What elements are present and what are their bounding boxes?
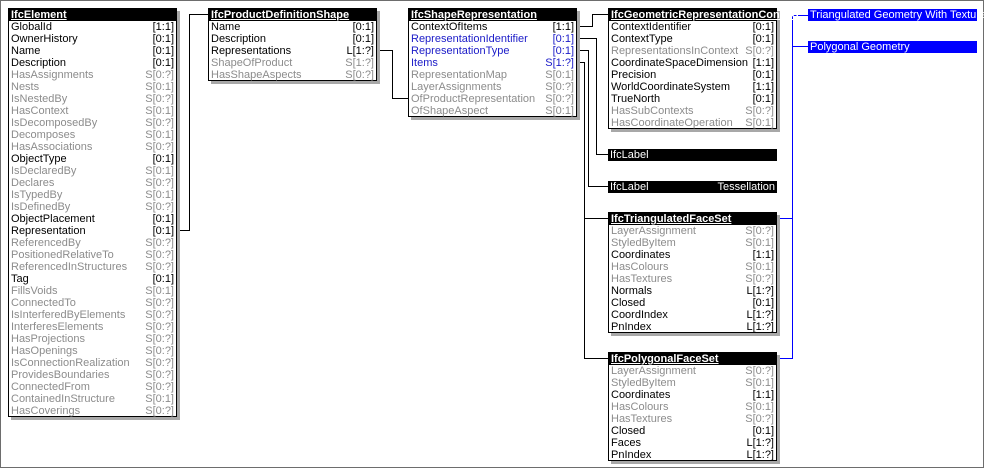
- attribute-cardinality: L[1:?]: [746, 285, 774, 297]
- attribute-name: ContextType: [611, 33, 673, 45]
- entity-ifc-triangulated-face-set[interactable]: [608, 212, 777, 333]
- attribute-row[interactable]: [609, 57, 776, 69]
- attribute-row[interactable]: [609, 297, 776, 309]
- attribute-row[interactable]: [609, 45, 776, 57]
- attribute-row[interactable]: [209, 57, 376, 69]
- type-value: Tessellation: [717, 181, 775, 193]
- attribute-row[interactable]: [609, 309, 776, 321]
- attribute-cardinality: S[0:1]: [145, 393, 174, 405]
- attribute-name: Description: [211, 33, 267, 45]
- attribute-name: WorldCoordinateSystem: [611, 81, 731, 93]
- attribute-cardinality: S[0:?]: [145, 357, 174, 369]
- attribute-name: Items: [411, 57, 438, 69]
- attribute-cardinality: S[0:1]: [545, 105, 574, 117]
- attribute-cardinality: S[0:1]: [145, 165, 174, 177]
- entity-title: IfcShapeRepresentation: [409, 9, 576, 21]
- attribute-name: OfProductRepresentation: [411, 93, 536, 105]
- attribute-row[interactable]: [609, 237, 776, 249]
- type-title: IfcLabel: [610, 149, 649, 161]
- attribute-row[interactable]: [9, 165, 176, 177]
- link-context-of-items: [577, 15, 609, 27]
- attribute-cardinality: S[0:1]: [745, 261, 774, 273]
- type-title: IfcLabel: [610, 181, 649, 193]
- entity-ifc-polygonal-face-set[interactable]: [608, 352, 777, 461]
- attribute-row[interactable]: [609, 249, 776, 261]
- attribute-row[interactable]: [9, 381, 176, 393]
- attribute-name: InterferesElements: [11, 321, 104, 333]
- attribute-cardinality: S[0:1]: [745, 377, 774, 389]
- attribute-cardinality: S[0:?]: [145, 177, 174, 189]
- attribute-cardinality: [1:1]: [752, 389, 774, 401]
- attribute-name: Name: [11, 45, 41, 57]
- concept-polygonal-geometry[interactable]: [808, 41, 977, 53]
- link-representations: [377, 51, 409, 99]
- attribute-name: StyledByItem: [611, 237, 676, 249]
- attribute-row[interactable]: [409, 93, 576, 105]
- attribute-row[interactable]: [9, 21, 176, 33]
- attribute-name: Representation: [11, 225, 86, 237]
- entity-title: IfcProductDefinitionShape: [209, 9, 376, 21]
- attribute-row[interactable]: [409, 81, 576, 93]
- attribute-cardinality: S[0:?]: [145, 261, 174, 273]
- attribute-cardinality: L[1:?]: [746, 449, 774, 461]
- attribute-cardinality: S[0:?]: [345, 69, 374, 81]
- link-representation-type: [577, 51, 609, 187]
- attribute-row[interactable]: [9, 345, 176, 357]
- attribute-row[interactable]: [9, 81, 176, 93]
- attribute-name: HasOpenings: [11, 345, 78, 357]
- attribute-cardinality: S[0:?]: [145, 249, 174, 261]
- attribute-cardinality: [0:1]: [552, 33, 574, 45]
- attribute-cardinality: S[0:?]: [145, 369, 174, 381]
- attribute-name: HasColours: [611, 261, 669, 273]
- attribute-cardinality: L[1:?]: [746, 309, 774, 321]
- attribute-row[interactable]: [9, 45, 176, 57]
- attribute-row[interactable]: [209, 69, 376, 81]
- attribute-row[interactable]: [9, 297, 176, 309]
- attribute-cardinality: S[0:1]: [145, 129, 174, 141]
- attribute-row[interactable]: [609, 425, 776, 437]
- attribute-name: IsInterferedByElements: [11, 309, 126, 321]
- attribute-cardinality: S[0:1]: [545, 69, 574, 81]
- attribute-name: FillsVoids: [11, 285, 58, 297]
- attribute-row[interactable]: [609, 225, 776, 237]
- attribute-row[interactable]: [609, 437, 776, 449]
- attribute-name: HasTextures: [611, 273, 673, 285]
- attribute-cardinality: [0:1]: [152, 153, 174, 165]
- attribute-cardinality: S[0:?]: [145, 321, 174, 333]
- attribute-row[interactable]: [9, 117, 176, 129]
- attribute-row[interactable]: [609, 321, 776, 333]
- attribute-name: ShapeOfProduct: [211, 57, 293, 69]
- attribute-name: ProvidesBoundaries: [11, 369, 110, 381]
- attribute-name: Closed: [611, 425, 646, 437]
- attribute-name: Description: [11, 57, 67, 69]
- attribute-row[interactable]: [9, 309, 176, 321]
- attribute-row[interactable]: [409, 45, 576, 57]
- attribute-cardinality: [0:1]: [552, 45, 574, 57]
- attribute-row[interactable]: [609, 105, 776, 117]
- link-items: [577, 63, 609, 359]
- attribute-cardinality: S[0:?]: [745, 225, 774, 237]
- attribute-cardinality: [0:1]: [152, 57, 174, 69]
- attribute-row[interactable]: [609, 81, 776, 93]
- attribute-row[interactable]: [9, 333, 176, 345]
- attribute-cardinality: [1:1]: [752, 81, 774, 93]
- attribute-cardinality: [1:1]: [152, 21, 174, 33]
- attribute-cardinality: [0:1]: [752, 425, 774, 437]
- attribute-name: LayerAssignment: [611, 365, 696, 377]
- concept-label: Polygonal Geometry: [810, 41, 910, 53]
- entity-ifc-geometric-representation-context[interactable]: [608, 8, 800, 129]
- attribute-cardinality: S[0:?]: [145, 381, 174, 393]
- attribute-row[interactable]: [9, 357, 176, 369]
- attribute-row[interactable]: [609, 389, 776, 401]
- attribute-name: OwnerHistory: [11, 33, 78, 45]
- attribute-cardinality: [0:1]: [152, 213, 174, 225]
- attribute-name: HasColours: [611, 401, 669, 413]
- attribute-row[interactable]: [609, 449, 776, 461]
- attribute-cardinality: S[0:?]: [145, 333, 174, 345]
- attribute-row[interactable]: [9, 93, 176, 105]
- attribute-row[interactable]: [9, 177, 176, 189]
- attribute-name: OfShapeAspect: [411, 105, 489, 117]
- attribute-row[interactable]: [9, 57, 176, 69]
- attribute-row[interactable]: [609, 21, 776, 33]
- attribute-cardinality: L[1:?]: [346, 45, 374, 57]
- attribute-name: Closed: [611, 297, 646, 309]
- attribute-cardinality: [0:1]: [152, 273, 174, 285]
- attribute-row[interactable]: [9, 189, 176, 201]
- attribute-row[interactable]: [9, 33, 176, 45]
- attribute-name: HasSubContexts: [611, 105, 694, 117]
- attribute-cardinality: S[0:?]: [145, 297, 174, 309]
- attribute-row[interactable]: [409, 105, 576, 117]
- attribute-cardinality: S[0:1]: [745, 117, 774, 129]
- attribute-name: Faces: [611, 437, 641, 449]
- attribute-row[interactable]: [609, 401, 776, 413]
- entity-ifc-element[interactable]: [8, 8, 177, 417]
- attribute-cardinality: L[1:?]: [746, 321, 774, 333]
- attribute-cardinality: S[0:?]: [145, 93, 174, 105]
- attribute-name: HasShapeAspects: [211, 69, 302, 81]
- attribute-list: [209, 21, 376, 81]
- type-ifc-label[interactable]: [608, 149, 777, 161]
- attribute-cardinality: [0:1]: [152, 33, 174, 45]
- attribute-cardinality: S[0:?]: [745, 365, 774, 377]
- attribute-row[interactable]: [609, 261, 776, 273]
- attribute-cardinality: S[0:?]: [145, 309, 174, 321]
- attribute-name: Normals: [611, 285, 652, 297]
- attribute-list: [609, 21, 776, 129]
- attribute-cardinality: [0:1]: [752, 93, 774, 105]
- attribute-name: HasAssociations: [11, 141, 93, 153]
- attribute-row[interactable]: [409, 33, 576, 45]
- attribute-row[interactable]: [209, 45, 376, 57]
- link-representation-identifier: [577, 39, 609, 155]
- attribute-name: Decomposes: [11, 129, 76, 141]
- attribute-row[interactable]: [609, 273, 776, 285]
- attribute-name: PnIndex: [611, 449, 652, 461]
- attribute-name: Tag: [11, 273, 29, 285]
- attribute-cardinality: S[0:?]: [545, 81, 574, 93]
- attribute-name: ContextOfItems: [411, 21, 488, 33]
- attribute-row[interactable]: [409, 69, 576, 81]
- link-representation: [177, 15, 209, 231]
- attribute-list: [9, 21, 176, 417]
- attribute-name: Coordinates: [611, 389, 671, 401]
- attribute-name: ObjectType: [11, 153, 67, 165]
- entity-title: IfcElement: [9, 9, 176, 21]
- attribute-cardinality: [0:1]: [752, 69, 774, 81]
- attribute-row[interactable]: [9, 393, 176, 405]
- type-ifc-label-tessellation[interactable]: [608, 181, 777, 193]
- attribute-row[interactable]: [609, 117, 776, 129]
- entity-ifc-product-definition-shape[interactable]: [208, 8, 377, 81]
- attribute-cardinality: [0:1]: [752, 21, 774, 33]
- attribute-cardinality: S[0:?]: [145, 345, 174, 357]
- attribute-row[interactable]: [9, 321, 176, 333]
- entity-ifc-shape-representation[interactable]: [408, 8, 577, 117]
- attribute-cardinality: [0:1]: [152, 45, 174, 57]
- entity-title: IfcTriangulatedFaceSet: [609, 213, 776, 225]
- attribute-list: [609, 225, 776, 333]
- attribute-name: LayerAssignments: [411, 81, 502, 93]
- attribute-name: Name: [211, 21, 241, 33]
- attribute-name: Nests: [11, 81, 40, 93]
- attribute-cardinality: [1:1]: [752, 57, 774, 69]
- attribute-cardinality: S[0:1]: [745, 237, 774, 249]
- attribute-name: IsTypedBy: [11, 189, 63, 201]
- attribute-row[interactable]: [9, 273, 176, 285]
- attribute-name: RepresentationType: [411, 45, 510, 57]
- attribute-row[interactable]: [609, 285, 776, 297]
- attribute-row[interactable]: [609, 365, 776, 377]
- attribute-name: Representations: [211, 45, 292, 57]
- attribute-name: CoordinateSpaceDimension: [611, 57, 748, 69]
- attribute-row[interactable]: [9, 369, 176, 381]
- attribute-name: HasCoverings: [11, 405, 81, 417]
- attribute-cardinality: L[1:?]: [746, 437, 774, 449]
- attribute-cardinality: S[1:?]: [345, 57, 374, 69]
- attribute-row[interactable]: [9, 213, 176, 225]
- attribute-name: PnIndex: [611, 321, 652, 333]
- attribute-name: RepresentationsInContext: [611, 45, 739, 57]
- attribute-name: HasProjections: [11, 333, 85, 345]
- attribute-cardinality: S[0:?]: [145, 237, 174, 249]
- attribute-row[interactable]: [609, 93, 776, 105]
- attribute-row[interactable]: [409, 57, 576, 69]
- attribute-name: RepresentationIdentifier: [411, 33, 528, 45]
- attribute-name: ConnectedTo: [11, 297, 76, 309]
- attribute-row[interactable]: [609, 33, 776, 45]
- attribute-name: ObjectPlacement: [11, 213, 95, 225]
- attribute-row[interactable]: [9, 105, 176, 117]
- attribute-row[interactable]: [9, 141, 176, 153]
- attribute-name: GlobalId: [11, 21, 52, 33]
- attribute-name: ContainedInStructure: [11, 393, 115, 405]
- attribute-name: Precision: [611, 69, 657, 81]
- attribute-name: CoordIndex: [611, 309, 668, 321]
- attribute-cardinality: S[0:?]: [145, 117, 174, 129]
- attribute-name: StyledByItem: [611, 377, 676, 389]
- attribute-list: [609, 365, 776, 461]
- attribute-cardinality: S[1:?]: [545, 57, 574, 69]
- attribute-cardinality: S[0:1]: [145, 189, 174, 201]
- attribute-cardinality: S[0:1]: [745, 401, 774, 413]
- attribute-row[interactable]: [9, 201, 176, 213]
- attribute-cardinality: S[0:?]: [745, 105, 774, 117]
- attribute-row[interactable]: [609, 377, 776, 389]
- attribute-row[interactable]: [9, 237, 176, 249]
- attribute-row[interactable]: [9, 285, 176, 297]
- attribute-name: Coordinates: [611, 249, 671, 261]
- attribute-name: PositionedRelativeTo: [11, 249, 114, 261]
- attribute-name: IsNestedBy: [11, 93, 68, 105]
- attribute-row[interactable]: [609, 69, 776, 81]
- attribute-row[interactable]: [9, 225, 176, 237]
- attribute-cardinality: S[0:?]: [145, 405, 174, 417]
- attribute-row[interactable]: [209, 33, 376, 45]
- attribute-row[interactable]: [9, 69, 176, 81]
- attribute-cardinality: [0:1]: [752, 33, 774, 45]
- attribute-cardinality: S[0:1]: [145, 285, 174, 297]
- attribute-name: IsDeclaredBy: [11, 165, 77, 177]
- attribute-cardinality: [1:1]: [752, 249, 774, 261]
- attribute-row[interactable]: [9, 153, 176, 165]
- attribute-name: ReferencedInStructures: [11, 261, 128, 273]
- attribute-name: Declares: [11, 177, 55, 189]
- attribute-row[interactable]: [9, 249, 176, 261]
- attribute-cardinality: S[0:?]: [545, 93, 574, 105]
- attribute-name: IsDefinedBy: [11, 201, 71, 213]
- attribute-cardinality: [0:1]: [752, 297, 774, 309]
- attribute-name: ConnectedFrom: [11, 381, 90, 393]
- attribute-name: ContextIdentifier: [611, 21, 692, 33]
- attribute-cardinality: [0:1]: [352, 21, 374, 33]
- attribute-name: HasTextures: [611, 413, 673, 425]
- attribute-row[interactable]: [609, 413, 776, 425]
- attribute-name: HasCoordinateOperation: [611, 117, 733, 129]
- attribute-row[interactable]: [9, 129, 176, 141]
- concept-triangulated-geometry-with-textures[interactable]: [808, 9, 992, 21]
- attribute-cardinality: [0:1]: [152, 225, 174, 237]
- attribute-cardinality: S[0:?]: [745, 45, 774, 57]
- attribute-name: IsDecomposedBy: [11, 117, 98, 129]
- attribute-cardinality: S[0:1]: [145, 81, 174, 93]
- attribute-cardinality: S[0:1]: [145, 105, 174, 117]
- attribute-name: LayerAssignment: [611, 225, 696, 237]
- attribute-cardinality: S[0:?]: [145, 141, 174, 153]
- attribute-name: HasContext: [11, 105, 69, 117]
- attribute-row[interactable]: [9, 405, 176, 417]
- concept-label: Triangulated Geometry With Textures: [810, 9, 992, 21]
- attribute-name: RepresentationMap: [411, 69, 508, 81]
- attribute-name: TrueNorth: [611, 93, 661, 105]
- attribute-cardinality: S[0:?]: [145, 69, 174, 81]
- attribute-name: ReferencedBy: [11, 237, 81, 249]
- attribute-list: [409, 21, 576, 117]
- concept-link-polygonal: [777, 47, 808, 359]
- attribute-cardinality: [1:1]: [552, 21, 574, 33]
- attribute-name: HasAssignments: [11, 69, 94, 81]
- attribute-row[interactable]: [9, 261, 176, 273]
- attribute-cardinality: [0:1]: [352, 33, 374, 45]
- entity-title: IfcPolygonalFaceSet: [609, 353, 776, 365]
- attribute-row[interactable]: [209, 21, 376, 33]
- attribute-name: IsConnectionRealization: [11, 357, 130, 369]
- entity-title: IfcGeometricRepresentationContext: [611, 9, 800, 21]
- attribute-cardinality: S[0:?]: [145, 201, 174, 213]
- attribute-cardinality: S[0:?]: [745, 273, 774, 285]
- attribute-row[interactable]: [409, 21, 576, 33]
- attribute-cardinality: S[0:?]: [745, 413, 774, 425]
